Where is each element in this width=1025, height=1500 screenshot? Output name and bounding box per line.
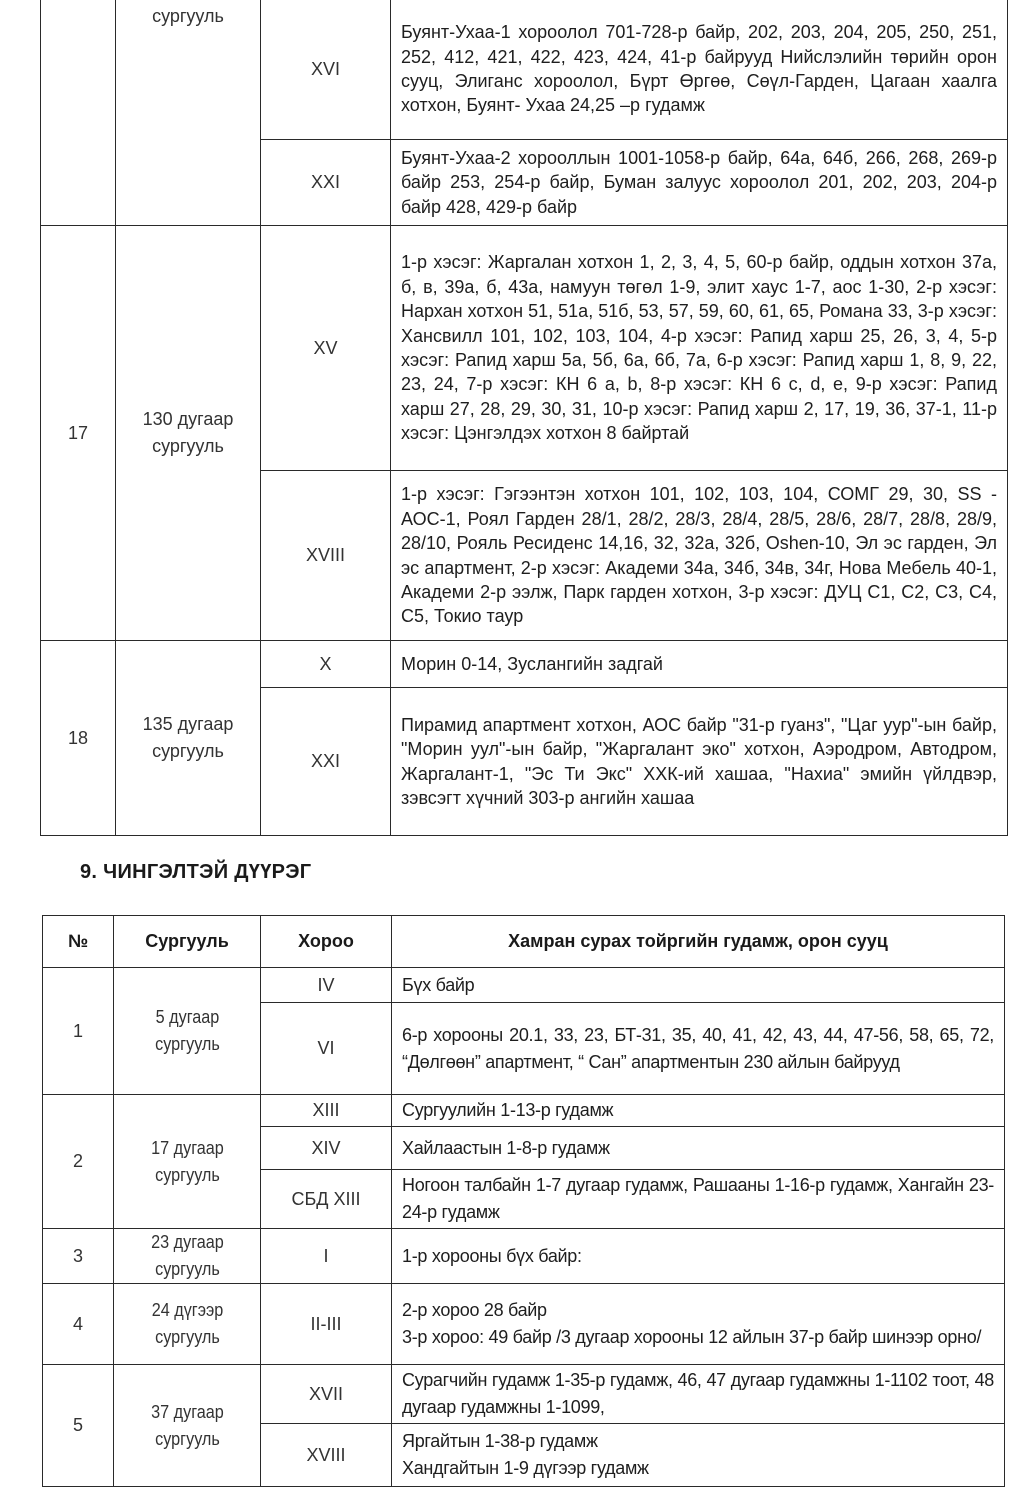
coverage-description: Сургуулийн 1-13-р гудамж xyxy=(392,1095,1005,1127)
coverage-line: 2-р хороо 28 байр xyxy=(402,1300,547,1320)
khoroo-cell: XIV xyxy=(261,1127,392,1170)
school-name: сургууль xyxy=(116,0,261,226)
khoroo-cell: XXI xyxy=(261,140,391,226)
row-number: 18 xyxy=(41,641,116,836)
table-header-row xyxy=(43,916,1005,968)
table-row xyxy=(41,0,1008,140)
khoroo-cell: XVII xyxy=(261,1365,392,1424)
school-name: 17 дугаар сургууль xyxy=(121,1095,253,1229)
coverage-description: Морин 0-14, Зуслангийн задгай xyxy=(391,641,1008,688)
row-number: 5 xyxy=(43,1365,114,1487)
table-row xyxy=(43,968,1005,1003)
table-row xyxy=(43,1284,1005,1365)
coverage-description: 6-р хорооны 20.1, 33, 23, БТ-31, 35, 40, 41, 42, 43, 44, 47-56, 58, 65, 72, “Дөлгөөн” апартмент, “ Сан” апартментын 230 айлын байрууд xyxy=(392,1003,1005,1095)
row-number: 3 xyxy=(43,1229,114,1284)
coverage-description: 1-р хорооны бүх байр: xyxy=(392,1229,1005,1284)
table-row xyxy=(41,641,1008,688)
row-number xyxy=(41,0,116,226)
coverage-description: Бүх байр xyxy=(392,968,1005,1003)
khoroo-cell: X xyxy=(261,641,391,688)
row-number: 4 xyxy=(43,1284,114,1365)
coverage-description: Буянт-Ухаа-1 хороолол 701-728-р байр, 202, 203, 204, 205, 250, 251, 252, 412, 421, 422, 423, 424, 41-р байрууд Нийслэлийн төрийн орон сууц, Элиганс хороолол, Бүрт Өргөө, Сөүл-Гарден, Цагаан хаалга хотхон, Буянт- Ухаа 24,25 –р гудамж xyxy=(391,0,1008,140)
coverage-description: 1-р хэсэг: Гэгээнтэн хотхон 101, 102, 103, 104, СОМГ 29, 30, SS - АОС-1, Роял Гарден 28/1, 28/2, 28/3, 28/4, 28/5, 28/6, 28/7, 28/8, 28/9, 28/10, Рояль Ресиденс 14,16, 32, 32а, 32б, Oshen-10, Эл эс гарден, Эл эс апартмент, 2-р хэсэг: Академи 34а, 34б, 34в, 34г, Нова Мебель 40-1, Академи 2-р ээлж, Парк гарден хотхон, 3-р хэсэг: ДУЦ С1, С2, С3, С4, С5, Токио таур xyxy=(391,471,1008,641)
coverage-description xyxy=(392,1284,1005,1365)
header-school: Сургууль xyxy=(114,916,261,968)
header-khoroo: Хороо xyxy=(261,916,392,968)
school-name: 135 дугаар сургууль xyxy=(116,641,261,836)
row-number: 17 xyxy=(41,226,116,641)
coverage-line: Хандгайтын 1-9 дүгээр гудамж xyxy=(402,1458,649,1478)
header-coverage: Хамран сурах тойргийн гудамж, орон сууц xyxy=(392,916,1005,968)
table-row xyxy=(43,1365,1005,1424)
coverage-description xyxy=(392,1424,1005,1487)
khoroo-cell: XV xyxy=(261,226,391,471)
khoroo-cell: XXI xyxy=(261,688,391,836)
khoroo-cell: XIII xyxy=(261,1095,392,1127)
khoroo-cell: XVI xyxy=(261,0,391,140)
row-number: 2 xyxy=(43,1095,114,1229)
khoroo-cell: СБД XIII xyxy=(261,1170,392,1229)
coverage-description: Ногоон талбайн 1-7 дугаар гудамж, Рашааны 1-16-р гудамж, Хангайн 23-24-р гудамж xyxy=(392,1170,1005,1229)
school-name: 23 дугаар сургууль xyxy=(121,1229,253,1284)
school-name: 130 дугаар сургууль xyxy=(116,226,261,641)
coverage-description: Сурагчийн гудамж 1-35-р гудамж, 46, 47 дугаар гудамжны 1-1102 тоот, 48 дугаар гудамжны 1-1099, xyxy=(392,1365,1005,1424)
khoroo-cell: XVIII xyxy=(261,471,391,641)
coverage-description: Буянт-Ухаа-2 хорооллын 1001-1058-р байр, 64а, 64б, 266, 268, 269-р байр 253, 254-р байр, Буман залуус хороолол 201, 202, 203, 204-р байр 428, 429-р байр xyxy=(391,140,1008,226)
khoroo-cell: IV xyxy=(261,968,392,1003)
table-row xyxy=(43,1095,1005,1127)
table-row xyxy=(41,226,1008,471)
row-number: 1 xyxy=(43,968,114,1095)
coverage-description: Хайлаастын 1-8-р гудамж xyxy=(392,1127,1005,1170)
coverage-line: 3-р хороо: 49 байр /3 дугаар хорооны 12 айлын 37-р байр шинээр орно/ xyxy=(402,1327,982,1347)
school-name: 24 дүгээр сургууль xyxy=(121,1284,253,1365)
school-district-table-continued xyxy=(40,0,1008,836)
coverage-line: Яргайтын 1-38-р гудамж xyxy=(402,1431,598,1451)
khoroo-cell: XVIII xyxy=(261,1424,392,1487)
coverage-description: Пирамид апартмент хотхон, АОС байр "31-р гуанз", "Цаг уур"-ын байр, "Морин уул"-ын байр, "Жаргалант эко" хотхон, Аэродром, Автодром, Жаргалант-1, "Эс Ти Экс" ХХК-ий хашаа, "Нахиа" эмийн үйлдвэр, зэвсэгт хүчний 303-р ангийн хашаа xyxy=(391,688,1008,836)
school-name: 5 дугаар сургууль xyxy=(121,968,253,1095)
school-name: 37 дугаар сургууль xyxy=(121,1365,253,1487)
section-heading: 9. ЧИНГЭЛТЭЙ ДҮҮРЭГ xyxy=(80,861,312,883)
coverage-description: 1-р хэсэг: Жаргалан хотхон 1, 2, 3, 4, 5, 60-р байр, оддын хотхон 37а, б, в, 39а, б, 43а, намуун төгөл 1-9, элит хаус 1-7, аос 1-30, 2-р хэсэг: Нархан хотхон 51, 51а, 51б, 53, 57, 59, 60, 61, 65, Романа 33, 3-р хэсэг: Хансвилл 101, 102, 103, 104, 4-р хэсэг: Рапид харш 25, 26, 3, 4, 5-р хэсэг: Рапид харш 5а, 5б, 6а, 6б, 7а, 6-р хэсэг: Рапид харш 1, 8, 9, 22, 23, 24, 7-р хэсэг: КН 6 a, b, 8-р хэсэг: КН 6 c, d, e, 9-р хэсэг: Рапид харш 27, 28, 29, 30, 31, 10-р хэсэг: Рапид харш 2, 17, 19, 36, 37-1, 11-р хэсэг: Цэнгэлдэх хотхон 8 байртай xyxy=(391,226,1008,471)
khoroo-cell: VI xyxy=(261,1003,392,1095)
chingeltei-district-table xyxy=(42,915,1005,1487)
khoroo-cell: II-III xyxy=(261,1284,392,1365)
header-number: № xyxy=(43,916,114,968)
khoroo-cell: I xyxy=(261,1229,392,1284)
table-row xyxy=(43,1229,1005,1284)
